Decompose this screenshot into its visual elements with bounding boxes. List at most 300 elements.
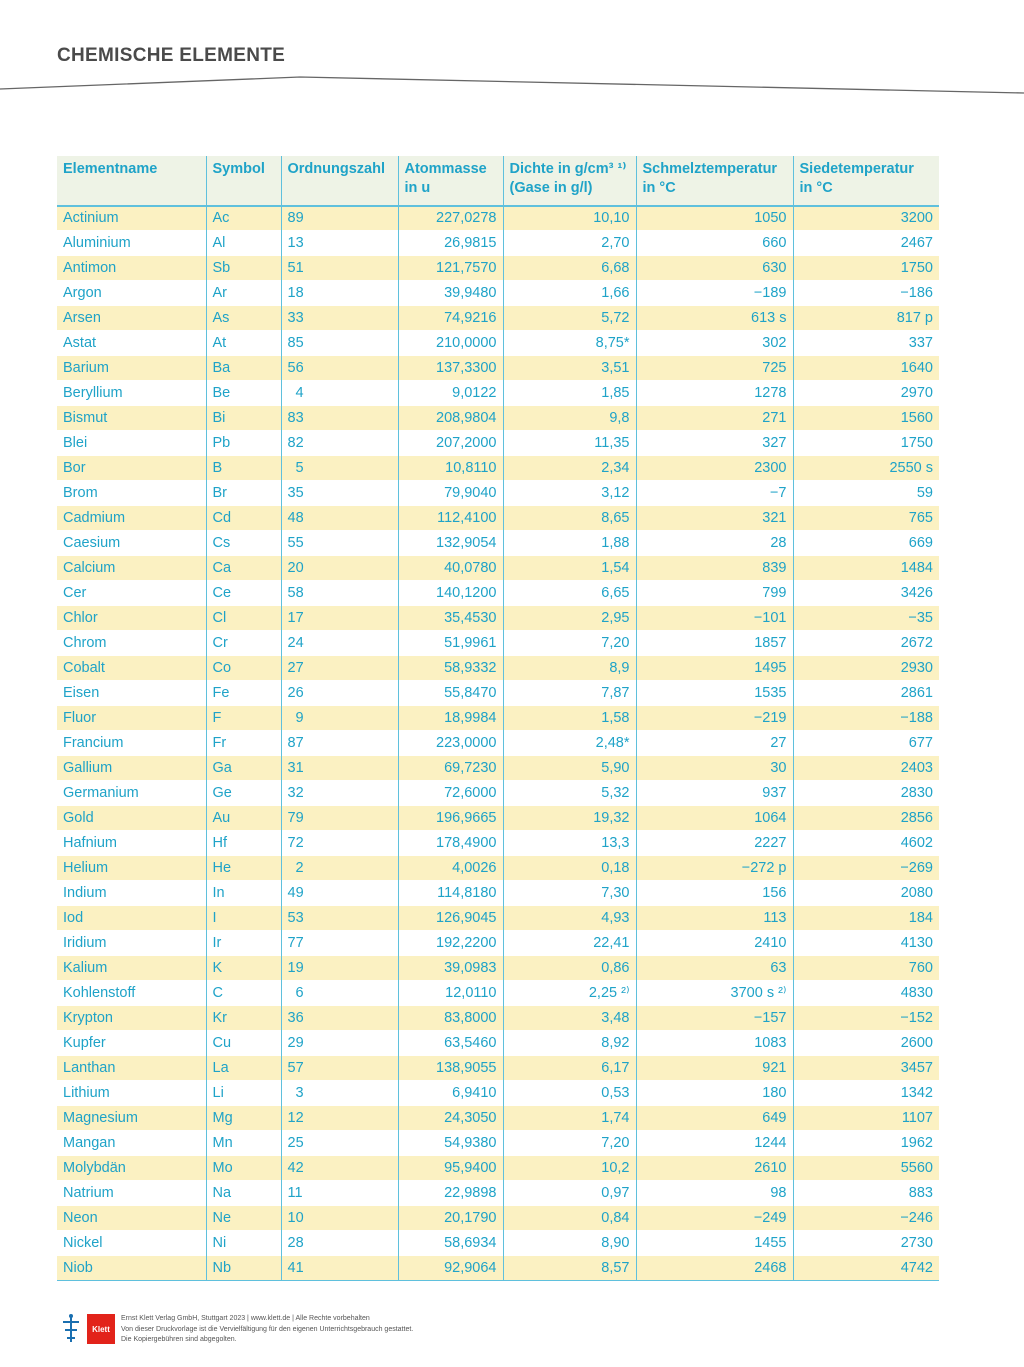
- cell-atommasse: 114,8180: [398, 881, 503, 906]
- table-row: [57, 1081, 939, 1106]
- cell-atommasse: 22,9898: [398, 1181, 503, 1206]
- cell-elementname: Kohlenstoff: [57, 981, 206, 1006]
- cell-symbol: As: [206, 306, 281, 331]
- cell-dichte: 0,97: [503, 1181, 636, 1206]
- table-row: [57, 806, 939, 831]
- cell-ordnungszahl: 6: [281, 981, 398, 1006]
- cell-elementname: Cer: [57, 581, 206, 606]
- klett-brand-mark: Klett: [87, 1314, 115, 1344]
- cell-elementname: Iod: [57, 906, 206, 931]
- table-row: [57, 856, 939, 881]
- cell-symbol: Ge: [206, 781, 281, 806]
- cell-schmelztemperatur: 302: [636, 331, 793, 356]
- cell-elementname: Beryllium: [57, 381, 206, 406]
- table-row: [57, 281, 939, 306]
- cell-atommasse: 178,4900: [398, 831, 503, 856]
- cell-atommasse: 83,8000: [398, 1006, 503, 1031]
- cell-dichte: 8,65: [503, 506, 636, 531]
- cell-elementname: Lanthan: [57, 1056, 206, 1081]
- header-label-line: Siedetemperatur: [799, 161, 914, 177]
- cell-elementname: Caesium: [57, 531, 206, 556]
- cell-elementname: Natrium: [57, 1181, 206, 1206]
- cell-schmelztemperatur: 660: [636, 231, 793, 256]
- cell-ordnungszahl: 49: [281, 881, 398, 906]
- cell-ordnungszahl: 9: [281, 706, 398, 731]
- cell-symbol: Kr: [206, 1006, 281, 1031]
- cell-dichte: 1,88: [503, 531, 636, 556]
- cell-dichte: 5,32: [503, 781, 636, 806]
- table-row: [57, 656, 939, 681]
- cell-elementname: Lithium: [57, 1081, 206, 1106]
- header-siedetemperatur: [793, 156, 939, 206]
- cell-dichte: 0,18: [503, 856, 636, 881]
- cell-ordnungszahl: 48: [281, 506, 398, 531]
- cell-ordnungszahl: 27: [281, 656, 398, 681]
- header-label-line: in °C: [799, 180, 833, 196]
- cell-atommasse: 58,9332: [398, 656, 503, 681]
- header-label-line: in °C: [642, 180, 676, 196]
- table-row: [57, 231, 939, 256]
- cell-siedetemperatur: 1484: [793, 556, 939, 581]
- cell-schmelztemperatur: 630: [636, 256, 793, 281]
- cell-atommasse: 207,2000: [398, 431, 503, 456]
- cell-siedetemperatur: 337: [793, 331, 939, 356]
- cell-dichte: 8,57: [503, 1256, 636, 1281]
- cell-symbol: B: [206, 456, 281, 481]
- header-label-line: (Gase in g/l): [509, 180, 593, 196]
- cell-siedetemperatur: 4602: [793, 831, 939, 856]
- cell-siedetemperatur: 4830: [793, 981, 939, 1006]
- cell-ordnungszahl: 87: [281, 731, 398, 756]
- cell-ordnungszahl: 51: [281, 256, 398, 281]
- cell-dichte: 2,48*: [503, 731, 636, 756]
- cell-elementname: Mangan: [57, 1131, 206, 1156]
- cell-ordnungszahl: 12: [281, 1106, 398, 1131]
- cell-symbol: Cu: [206, 1031, 281, 1056]
- cell-siedetemperatur: 2550 s: [793, 456, 939, 481]
- cell-siedetemperatur: 4742: [793, 1256, 939, 1281]
- cell-ordnungszahl: 10: [281, 1206, 398, 1231]
- cell-ordnungszahl: 28: [281, 1231, 398, 1256]
- cell-elementname: Arsen: [57, 306, 206, 331]
- cell-atommasse: 121,7570: [398, 256, 503, 281]
- cell-atommasse: 6,9410: [398, 1081, 503, 1106]
- table-row: [57, 631, 939, 656]
- cell-schmelztemperatur: −189: [636, 281, 793, 306]
- cell-ordnungszahl: 56: [281, 356, 398, 381]
- header-label-line: Elementname: [63, 161, 158, 177]
- cell-schmelztemperatur: 1278: [636, 381, 793, 406]
- header-ordnungszahl: [281, 156, 398, 206]
- cell-symbol: Ni: [206, 1231, 281, 1256]
- cell-siedetemperatur: 1640: [793, 356, 939, 381]
- cell-dichte: 0,53: [503, 1081, 636, 1106]
- table-row: [57, 356, 939, 381]
- cell-schmelztemperatur: 113: [636, 906, 793, 931]
- cell-siedetemperatur: −186: [793, 281, 939, 306]
- cell-symbol: Mn: [206, 1131, 281, 1156]
- cell-schmelztemperatur: 921: [636, 1056, 793, 1081]
- cell-elementname: Fluor: [57, 706, 206, 731]
- cell-elementname: Bismut: [57, 406, 206, 431]
- cell-elementname: Niob: [57, 1256, 206, 1281]
- cell-dichte: 8,75*: [503, 331, 636, 356]
- cell-symbol: C: [206, 981, 281, 1006]
- table-row: [57, 431, 939, 456]
- cell-elementname: Argon: [57, 281, 206, 306]
- cell-siedetemperatur: 765: [793, 506, 939, 531]
- cell-ordnungszahl: 24: [281, 631, 398, 656]
- cell-ordnungszahl: 4: [281, 381, 398, 406]
- cell-dichte: 3,48: [503, 1006, 636, 1031]
- cell-atommasse: 192,2200: [398, 931, 503, 956]
- cell-symbol: Ce: [206, 581, 281, 606]
- table-row: [57, 681, 939, 706]
- copyright-notice: [121, 1314, 591, 1346]
- cell-dichte: 1,85: [503, 381, 636, 406]
- cell-dichte: 2,34: [503, 456, 636, 481]
- cell-dichte: 5,72: [503, 306, 636, 331]
- cell-siedetemperatur: −269: [793, 856, 939, 881]
- cell-schmelztemperatur: 180: [636, 1081, 793, 1106]
- cell-ordnungszahl: 31: [281, 756, 398, 781]
- table-row: [57, 1256, 939, 1281]
- cell-schmelztemperatur: 3700 s ²⁾: [636, 981, 793, 1006]
- cell-dichte: 7,20: [503, 1131, 636, 1156]
- cell-ordnungszahl: 5: [281, 456, 398, 481]
- cell-elementname: Molybdän: [57, 1156, 206, 1181]
- table-row: [57, 956, 939, 981]
- table-row: [57, 731, 939, 756]
- cell-atommasse: 51,9961: [398, 631, 503, 656]
- cell-symbol: Mg: [206, 1106, 281, 1131]
- cell-schmelztemperatur: 839: [636, 556, 793, 581]
- cell-atommasse: 132,9054: [398, 531, 503, 556]
- cell-schmelztemperatur: 30: [636, 756, 793, 781]
- table-row: [57, 1056, 939, 1081]
- cell-atommasse: 26,9815: [398, 231, 503, 256]
- cell-symbol: F: [206, 706, 281, 731]
- table-row: [57, 831, 939, 856]
- cell-elementname: Aluminium: [57, 231, 206, 256]
- cell-symbol: Cs: [206, 531, 281, 556]
- cell-siedetemperatur: −246: [793, 1206, 939, 1231]
- cell-schmelztemperatur: 63: [636, 956, 793, 981]
- cell-atommasse: 140,1200: [398, 581, 503, 606]
- copyright-line: Ernst Klett Verlag GmbH, Stuttgart 2023 | www.klett.de | Alle Rechte vorbehalten: [121, 1315, 370, 1322]
- cell-schmelztemperatur: 1455: [636, 1231, 793, 1256]
- cell-schmelztemperatur: 1064: [636, 806, 793, 831]
- cell-atommasse: 126,9045: [398, 906, 503, 931]
- cell-siedetemperatur: 817 p: [793, 306, 939, 331]
- cell-ordnungszahl: 41: [281, 1256, 398, 1281]
- cell-elementname: Krypton: [57, 1006, 206, 1031]
- cell-atommasse: 63,5460: [398, 1031, 503, 1056]
- header-symbol: [206, 156, 281, 206]
- table-row: [57, 781, 939, 806]
- cell-siedetemperatur: 3200: [793, 206, 939, 231]
- cell-symbol: Sb: [206, 256, 281, 281]
- cell-siedetemperatur: 1750: [793, 256, 939, 281]
- cell-schmelztemperatur: 327: [636, 431, 793, 456]
- table-row: [57, 1231, 939, 1256]
- cell-siedetemperatur: 760: [793, 956, 939, 981]
- cell-atommasse: 9,0122: [398, 381, 503, 406]
- cell-ordnungszahl: 32: [281, 781, 398, 806]
- cell-symbol: Fr: [206, 731, 281, 756]
- cell-atommasse: 55,8470: [398, 681, 503, 706]
- cell-schmelztemperatur: 1495: [636, 656, 793, 681]
- cell-dichte: 10,2: [503, 1156, 636, 1181]
- cell-siedetemperatur: 5560: [793, 1156, 939, 1181]
- cell-atommasse: 69,7230: [398, 756, 503, 781]
- cell-schmelztemperatur: −101: [636, 606, 793, 631]
- cell-elementname: Antimon: [57, 256, 206, 281]
- cell-ordnungszahl: 58: [281, 581, 398, 606]
- cell-elementname: Gold: [57, 806, 206, 831]
- cell-symbol: Ga: [206, 756, 281, 781]
- cell-dichte: 2,25 ²⁾: [503, 981, 636, 1006]
- cell-siedetemperatur: 883: [793, 1181, 939, 1206]
- cell-siedetemperatur: 3457: [793, 1056, 939, 1081]
- cell-siedetemperatur: 2403: [793, 756, 939, 781]
- cell-ordnungszahl: 19: [281, 956, 398, 981]
- table-row: [57, 331, 939, 356]
- cell-ordnungszahl: 83: [281, 406, 398, 431]
- cell-symbol: Li: [206, 1081, 281, 1106]
- cell-dichte: 6,17: [503, 1056, 636, 1081]
- cell-symbol: Mo: [206, 1156, 281, 1181]
- cell-elementname: Iridium: [57, 931, 206, 956]
- cell-atommasse: 54,9380: [398, 1131, 503, 1156]
- cell-dichte: 13,3: [503, 831, 636, 856]
- cell-elementname: Astat: [57, 331, 206, 356]
- header-label-line: Atommasse: [404, 161, 487, 177]
- cell-schmelztemperatur: 2300: [636, 456, 793, 481]
- cell-dichte: 8,9: [503, 656, 636, 681]
- header-label-line: Schmelztemperatur: [642, 161, 778, 177]
- header-schmelztemperatur: [636, 156, 793, 206]
- cell-symbol: Ir: [206, 931, 281, 956]
- cell-dichte: 7,87: [503, 681, 636, 706]
- cell-symbol: Fe: [206, 681, 281, 706]
- cell-siedetemperatur: 3426: [793, 581, 939, 606]
- cell-atommasse: 196,9665: [398, 806, 503, 831]
- cell-symbol: Cr: [206, 631, 281, 656]
- cell-atommasse: 74,9216: [398, 306, 503, 331]
- cell-siedetemperatur: 1107: [793, 1106, 939, 1131]
- cell-siedetemperatur: 2467: [793, 231, 939, 256]
- table-row: [57, 981, 939, 1006]
- cell-ordnungszahl: 20: [281, 556, 398, 581]
- cell-siedetemperatur: 2861: [793, 681, 939, 706]
- table-row: [57, 256, 939, 281]
- cell-elementname: Helium: [57, 856, 206, 881]
- cell-schmelztemperatur: 799: [636, 581, 793, 606]
- cell-symbol: I: [206, 906, 281, 931]
- cell-dichte: 0,84: [503, 1206, 636, 1231]
- cell-ordnungszahl: 18: [281, 281, 398, 306]
- cell-schmelztemperatur: 725: [636, 356, 793, 381]
- cell-ordnungszahl: 85: [281, 331, 398, 356]
- cell-dichte: 11,35: [503, 431, 636, 456]
- cell-ordnungszahl: 11: [281, 1181, 398, 1206]
- cell-dichte: 5,90: [503, 756, 636, 781]
- cell-atommasse: 12,0110: [398, 981, 503, 1006]
- header-dichte: [503, 156, 636, 206]
- cell-siedetemperatur: 2930: [793, 656, 939, 681]
- cell-dichte: 3,51: [503, 356, 636, 381]
- cell-siedetemperatur: 2600: [793, 1031, 939, 1056]
- cell-elementname: Cobalt: [57, 656, 206, 681]
- cell-siedetemperatur: 184: [793, 906, 939, 931]
- cell-symbol: Cl: [206, 606, 281, 631]
- table-row: [57, 306, 939, 331]
- cell-symbol: Ar: [206, 281, 281, 306]
- cell-siedetemperatur: 669: [793, 531, 939, 556]
- cell-schmelztemperatur: 2610: [636, 1156, 793, 1181]
- cell-atommasse: 208,9804: [398, 406, 503, 431]
- cell-ordnungszahl: 17: [281, 606, 398, 631]
- cell-dichte: 2,70: [503, 231, 636, 256]
- cell-schmelztemperatur: 2410: [636, 931, 793, 956]
- cell-ordnungszahl: 33: [281, 306, 398, 331]
- table-row: [57, 456, 939, 481]
- cell-ordnungszahl: 72: [281, 831, 398, 856]
- klett-logo-icon: [57, 1312, 85, 1346]
- cell-symbol: Au: [206, 806, 281, 831]
- page-title: CHEMISCHE ELEMENTE: [57, 45, 286, 66]
- table-row: [57, 581, 939, 606]
- header-label-line: Dichte in g/cm³ ¹⁾: [509, 161, 627, 177]
- cell-schmelztemperatur: 1535: [636, 681, 793, 706]
- cell-atommasse: 227,0278: [398, 206, 503, 231]
- table-row: [57, 906, 939, 931]
- cell-siedetemperatur: −188: [793, 706, 939, 731]
- table-row: [57, 706, 939, 731]
- cell-dichte: 3,12: [503, 481, 636, 506]
- cell-symbol: At: [206, 331, 281, 356]
- cell-ordnungszahl: 26: [281, 681, 398, 706]
- cell-atommasse: 138,9055: [398, 1056, 503, 1081]
- cell-elementname: Blei: [57, 431, 206, 456]
- cell-dichte: 8,92: [503, 1031, 636, 1056]
- cell-atommasse: 35,4530: [398, 606, 503, 631]
- cell-elementname: Bor: [57, 456, 206, 481]
- cell-schmelztemperatur: 156: [636, 881, 793, 906]
- cell-ordnungszahl: 55: [281, 531, 398, 556]
- cell-elementname: Chrom: [57, 631, 206, 656]
- table-row: [57, 1031, 939, 1056]
- cell-siedetemperatur: 1962: [793, 1131, 939, 1156]
- cell-symbol: He: [206, 856, 281, 881]
- cell-ordnungszahl: 2: [281, 856, 398, 881]
- cell-symbol: Co: [206, 656, 281, 681]
- table-row: [57, 1131, 939, 1156]
- cell-dichte: 22,41: [503, 931, 636, 956]
- cell-atommasse: 72,6000: [398, 781, 503, 806]
- cell-siedetemperatur: 1560: [793, 406, 939, 431]
- cell-ordnungszahl: 57: [281, 1056, 398, 1081]
- cell-dichte: 0,86: [503, 956, 636, 981]
- cell-schmelztemperatur: 1244: [636, 1131, 793, 1156]
- header-label-line: Ordnungszahl: [287, 161, 385, 177]
- cell-atommasse: 112,4100: [398, 506, 503, 531]
- cell-schmelztemperatur: −7: [636, 481, 793, 506]
- cell-dichte: 7,20: [503, 631, 636, 656]
- copyright-line: Von dieser Druckvorlage ist die Vervielfältigung für den eigenen Unterrichtsgebrauch gestattet.: [121, 1325, 414, 1333]
- cell-elementname: Francium: [57, 731, 206, 756]
- cell-elementname: Indium: [57, 881, 206, 906]
- cell-schmelztemperatur: −249: [636, 1206, 793, 1231]
- cell-symbol: Hf: [206, 831, 281, 856]
- cell-atommasse: 40,0780: [398, 556, 503, 581]
- cell-symbol: K: [206, 956, 281, 981]
- cell-ordnungszahl: 79: [281, 806, 398, 831]
- cell-elementname: Germanium: [57, 781, 206, 806]
- cell-symbol: Ba: [206, 356, 281, 381]
- cell-atommasse: 210,0000: [398, 331, 503, 356]
- cell-siedetemperatur: 4130: [793, 931, 939, 956]
- cell-ordnungszahl: 13: [281, 231, 398, 256]
- cell-schmelztemperatur: 2227: [636, 831, 793, 856]
- cell-ordnungszahl: 29: [281, 1031, 398, 1056]
- cell-symbol: La: [206, 1056, 281, 1081]
- cell-siedetemperatur: 2730: [793, 1231, 939, 1256]
- cell-dichte: 6,68: [503, 256, 636, 281]
- cell-atommasse: 18,9984: [398, 706, 503, 731]
- table-row: [57, 1206, 939, 1231]
- header-divider-line: [0, 70, 1024, 100]
- table-header-row: [57, 156, 939, 206]
- cell-elementname: Chlor: [57, 606, 206, 631]
- cell-schmelztemperatur: 613 s: [636, 306, 793, 331]
- table-row: [57, 1156, 939, 1181]
- table-row: [57, 1006, 939, 1031]
- cell-ordnungszahl: 53: [281, 906, 398, 931]
- cell-atommasse: 58,6934: [398, 1231, 503, 1256]
- cell-symbol: Ac: [206, 206, 281, 231]
- cell-dichte: 19,32: [503, 806, 636, 831]
- cell-schmelztemperatur: −272 p: [636, 856, 793, 881]
- cell-schmelztemperatur: 271: [636, 406, 793, 431]
- cell-dichte: 4,93: [503, 906, 636, 931]
- cell-schmelztemperatur: 2468: [636, 1256, 793, 1281]
- table-row: [57, 506, 939, 531]
- cell-schmelztemperatur: −157: [636, 1006, 793, 1031]
- cell-schmelztemperatur: 1857: [636, 631, 793, 656]
- header-elementname: [57, 156, 206, 206]
- cell-ordnungszahl: 42: [281, 1156, 398, 1181]
- cell-dichte: 7,30: [503, 881, 636, 906]
- cell-siedetemperatur: 2672: [793, 631, 939, 656]
- cell-schmelztemperatur: 321: [636, 506, 793, 531]
- cell-siedetemperatur: 2856: [793, 806, 939, 831]
- table-row: [57, 881, 939, 906]
- cell-dichte: 1,54: [503, 556, 636, 581]
- cell-atommasse: 39,9480: [398, 281, 503, 306]
- cell-schmelztemperatur: −219: [636, 706, 793, 731]
- elements-table: [57, 155, 939, 1281]
- cell-elementname: Kalium: [57, 956, 206, 981]
- cell-schmelztemperatur: 27: [636, 731, 793, 756]
- header-label-line: in u: [404, 180, 431, 196]
- cell-symbol: Na: [206, 1181, 281, 1206]
- cell-dichte: 1,74: [503, 1106, 636, 1131]
- cell-siedetemperatur: 2080: [793, 881, 939, 906]
- cell-elementname: Cadmium: [57, 506, 206, 531]
- cell-dichte: 2,95: [503, 606, 636, 631]
